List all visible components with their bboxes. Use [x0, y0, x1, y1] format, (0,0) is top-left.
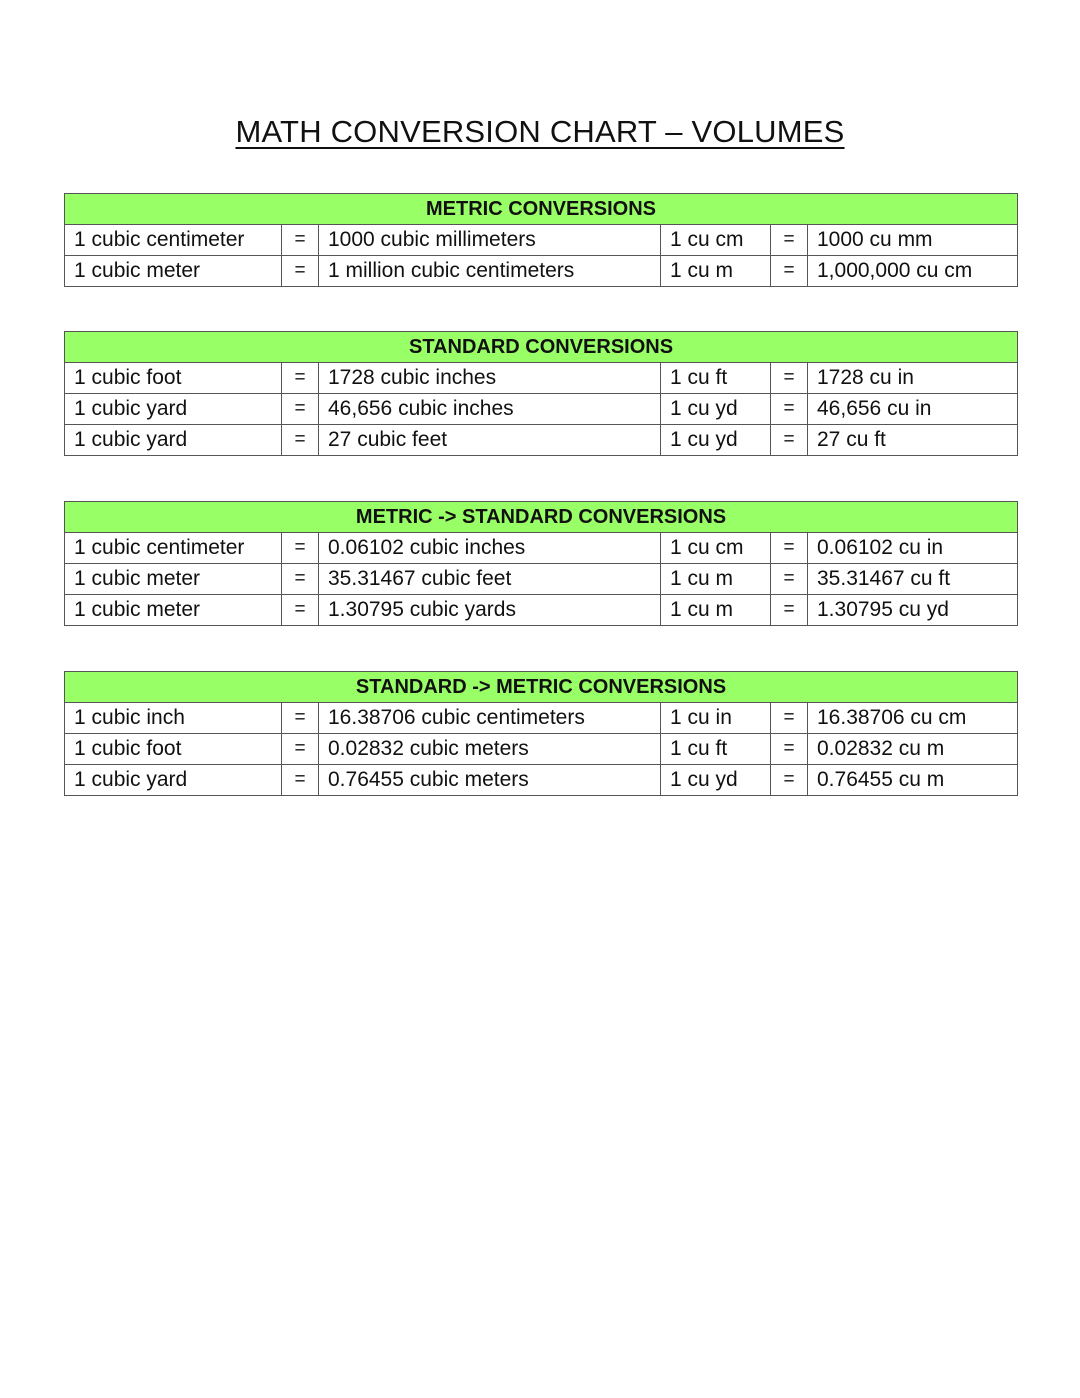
table-row	[65, 703, 1018, 734]
equivalent-abbrev-cell: 1,000,000 cu cm	[808, 256, 1018, 287]
equivalent-abbrev-cell: 35.31467 cu ft	[808, 564, 1018, 595]
equals-cell: =	[282, 564, 319, 595]
unit-abbrev-cell: 1 cu ft	[661, 363, 771, 394]
equals-cell: =	[771, 394, 808, 425]
standard-to-metric-table	[64, 671, 1018, 796]
equivalent-abbrev-cell: 0.06102 cu in	[808, 533, 1018, 564]
table-row	[65, 765, 1018, 796]
table-row	[65, 425, 1018, 456]
section-heading: STANDARD CONVERSIONS	[65, 332, 1018, 363]
equals-cell: =	[771, 533, 808, 564]
section-heading: STANDARD -> METRIC CONVERSIONS	[65, 672, 1018, 703]
equivalent-name-cell: 16.38706 cubic centimeters	[319, 703, 661, 734]
equivalent-name-cell: 1 million cubic centimeters	[319, 256, 661, 287]
equivalent-name-cell: 1.30795 cubic yards	[319, 595, 661, 626]
equivalent-abbrev-cell: 16.38706 cu cm	[808, 703, 1018, 734]
unit-abbrev-cell: 1 cu ft	[661, 734, 771, 765]
equivalent-abbrev-cell: 46,656 cu in	[808, 394, 1018, 425]
equals-cell: =	[771, 425, 808, 456]
table-row	[65, 256, 1018, 287]
equals-cell: =	[771, 363, 808, 394]
unit-abbrev-cell: 1 cu m	[661, 256, 771, 287]
equivalent-name-cell: 1000 cubic millimeters	[319, 225, 661, 256]
table-row	[65, 363, 1018, 394]
table-row	[65, 734, 1018, 765]
table-header-row	[65, 672, 1018, 703]
table-row	[65, 533, 1018, 564]
equals-cell: =	[282, 533, 319, 564]
unit-abbrev-cell: 1 cu m	[661, 564, 771, 595]
section-heading: METRIC -> STANDARD CONVERSIONS	[65, 502, 1018, 533]
equivalent-abbrev-cell: 0.02832 cu m	[808, 734, 1018, 765]
equivalent-abbrev-cell: 1.30795 cu yd	[808, 595, 1018, 626]
equals-cell: =	[771, 564, 808, 595]
equals-cell: =	[771, 703, 808, 734]
unit-abbrev-cell: 1 cu cm	[661, 533, 771, 564]
equivalent-name-cell: 35.31467 cubic feet	[319, 564, 661, 595]
equals-cell: =	[771, 765, 808, 796]
equivalent-abbrev-cell: 27 cu ft	[808, 425, 1018, 456]
table-row	[65, 595, 1018, 626]
standard-conversions-table	[64, 331, 1018, 456]
equals-cell: =	[282, 256, 319, 287]
section-heading: METRIC CONVERSIONS	[65, 194, 1018, 225]
equals-cell: =	[282, 225, 319, 256]
equivalent-name-cell: 0.06102 cubic inches	[319, 533, 661, 564]
unit-name-cell: 1 cubic meter	[65, 256, 282, 287]
unit-name-cell: 1 cubic yard	[65, 425, 282, 456]
table-row	[65, 564, 1018, 595]
equals-cell: =	[282, 703, 319, 734]
equals-cell: =	[282, 425, 319, 456]
equals-cell: =	[771, 225, 808, 256]
unit-name-cell: 1 cubic meter	[65, 564, 282, 595]
table-header-row	[65, 502, 1018, 533]
page-title: MATH CONVERSION CHART – VOLUMES	[235, 114, 845, 149]
unit-name-cell: 1 cubic yard	[65, 394, 282, 425]
equals-cell: =	[771, 734, 808, 765]
equals-cell: =	[282, 363, 319, 394]
unit-abbrev-cell: 1 cu cm	[661, 225, 771, 256]
equivalent-name-cell: 1728 cubic inches	[319, 363, 661, 394]
equivalent-name-cell: 0.02832 cubic meters	[319, 734, 661, 765]
unit-abbrev-cell: 1 cu in	[661, 703, 771, 734]
equivalent-name-cell: 0.76455 cubic meters	[319, 765, 661, 796]
table-row	[65, 225, 1018, 256]
table-row	[65, 394, 1018, 425]
unit-name-cell: 1 cubic inch	[65, 703, 282, 734]
unit-name-cell: 1 cubic meter	[65, 595, 282, 626]
equals-cell: =	[771, 595, 808, 626]
unit-abbrev-cell: 1 cu yd	[661, 765, 771, 796]
table-header-row	[65, 332, 1018, 363]
equals-cell: =	[282, 734, 319, 765]
equivalent-abbrev-cell: 0.76455 cu m	[808, 765, 1018, 796]
equals-cell: =	[282, 394, 319, 425]
metric-conversions-table	[64, 193, 1018, 287]
table-header-row	[65, 194, 1018, 225]
metric-to-standard-table	[64, 501, 1018, 626]
unit-name-cell: 1 cubic foot	[65, 363, 282, 394]
equivalent-name-cell: 27 cubic feet	[319, 425, 661, 456]
unit-name-cell: 1 cubic yard	[65, 765, 282, 796]
unit-abbrev-cell: 1 cu yd	[661, 425, 771, 456]
unit-abbrev-cell: 1 cu m	[661, 595, 771, 626]
unit-abbrev-cell: 1 cu yd	[661, 394, 771, 425]
equivalent-name-cell: 46,656 cubic inches	[319, 394, 661, 425]
equals-cell: =	[282, 765, 319, 796]
equivalent-abbrev-cell: 1728 cu in	[808, 363, 1018, 394]
unit-name-cell: 1 cubic centimeter	[65, 225, 282, 256]
equivalent-abbrev-cell: 1000 cu mm	[808, 225, 1018, 256]
equals-cell: =	[282, 595, 319, 626]
equals-cell: =	[771, 256, 808, 287]
unit-name-cell: 1 cubic foot	[65, 734, 282, 765]
unit-name-cell: 1 cubic centimeter	[65, 533, 282, 564]
